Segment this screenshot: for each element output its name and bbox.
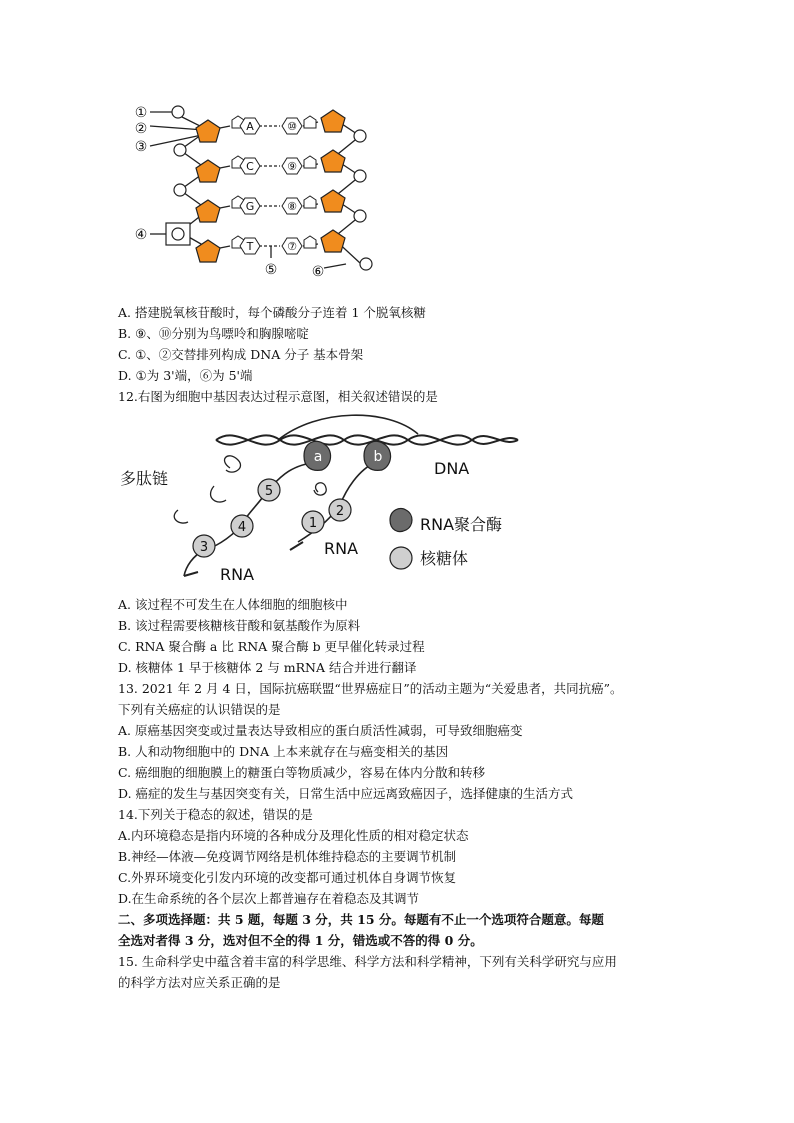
q11-option-a: A. 搭建脱氧核苷酸时，每个磷酸分子连着 1 个脱氧核糖 <box>118 305 426 320</box>
q11-option-c: C. ①、②交替排列构成 DNA 分子 基本骨架 <box>118 347 364 362</box>
section2-heading-line1: 二、多项选择题：共 5 题，每题 3 分，共 15 分。每题有不止一个选项符合题意。每题 <box>118 912 604 927</box>
legend-ribosome-label: 核糖体 <box>420 549 469 568</box>
q12-option-a: A. 该过程不可发生在人体细胞的细胞核中 <box>118 597 348 612</box>
q15-stem-line1: 15. 生命科学史中蕴含着丰富的科学思维、科学方法和科学精神，下列有关科学研究与应用 <box>118 954 617 969</box>
q11-option-b: B. ⑨、⑩分别为鸟嘌呤和胸腺嘧啶 <box>118 326 309 341</box>
q12-stem: 12.右图为细胞中基因表达过程示意图，相关叙述错误的是 <box>118 389 438 404</box>
q12-option-b: B. 该过程需要核糖核苷酸和氨基酸作为原料 <box>118 618 361 633</box>
base-label-right-3: ⑧ <box>287 200 297 213</box>
base-label-right-4: ⑦ <box>287 240 297 253</box>
polymerase-a-label: a <box>313 449 323 465</box>
ribosome-3-label: 3 <box>199 540 209 555</box>
q14-option-d: D.在生命系统的各个层次上都普遍存在着稳态及其调节 <box>118 891 420 906</box>
ribosome-1-label: 1 <box>308 516 318 531</box>
polymerase-b-label: b <box>373 449 383 465</box>
q12-option-c: C. RNA 聚合酶 a 比 RNA 聚合酶 b 更早催化转录过程 <box>118 639 425 654</box>
q12-option-d: D. 核糖体 1 早于核糖体 2 与 mRNA 结合并进行翻译 <box>118 660 417 675</box>
dna-label: DNA <box>434 459 470 478</box>
q14-stem: 14.下列关于稳态的叙述，错误的是 <box>118 807 313 822</box>
base-label-right-1: ⑩ <box>287 120 297 133</box>
q14-option-b: B.神经—体液—免疫调节网络是机体维持稳态的主要调节机制 <box>118 849 457 864</box>
callout-3: ③ <box>134 139 148 155</box>
base-label-left-4: T <box>246 240 254 253</box>
ribosome-2-label: 2 <box>335 504 345 519</box>
q14-option-c: C.外界环境变化引发内环境的改变都可通过机体自身调节恢复 <box>118 870 457 885</box>
gene-expression-figure <box>118 410 538 590</box>
base-label-left-3: G <box>245 200 255 213</box>
q13-stem-line2: 下列有关癌症的认识错误的是 <box>118 702 281 717</box>
q14-option-a: A.内环境稳态是指内环境的各种成分及理化性质的相对稳定状态 <box>118 828 469 843</box>
legend-polymerase-label: RNA聚合酶 <box>420 515 503 534</box>
base-label-left-2: C <box>246 160 254 173</box>
ribosome-4-label: 4 <box>237 520 247 535</box>
section2-heading-line2: 全选对者得 3 分，选对但不全的得 1 分，错选或不答的得 0 分。 <box>118 933 483 948</box>
q13-option-c: C. 癌细胞的细胞膜上的糖蛋白等物质减少，容易在体内分散和转移 <box>118 765 486 780</box>
callout-5: ⑤ <box>264 262 278 278</box>
callout-6: ⑥ <box>311 264 325 280</box>
base-label-left-1: A <box>246 120 254 133</box>
q15-stem-line2: 的科学方法对应关系正确的是 <box>118 975 281 990</box>
q13-option-a: A. 原癌基因突变或过量表达导致相应的蛋白质活性减弱，可导致细胞癌变 <box>118 723 523 738</box>
q11-option-d: D. ①为 3'端，⑥为 5'端 <box>118 368 253 383</box>
callout-1: ① <box>134 105 148 121</box>
q13-option-b: B. 人和动物细胞中的 DNA 上本来就存在与癌变相关的基因 <box>118 744 449 759</box>
polypeptide-label: 多肽链 <box>120 469 169 488</box>
q13-stem-line1: 13. 2021 年 2 月 4 日，国际抗癌联盟“世界癌症日”的活动主题为“关爱患者，共同抗癌”。 <box>118 681 623 696</box>
q13-option-d: D. 癌症的发生与基因突变有关，日常生活中应远离致癌因子，选择健康的生活方式 <box>118 786 574 801</box>
rna-label-left: RNA <box>220 565 255 584</box>
rna-label-right: RNA <box>324 539 359 558</box>
ribosome-5-label: 5 <box>264 484 274 499</box>
callout-4: ④ <box>134 227 148 243</box>
dna-structure-figure <box>128 98 388 288</box>
base-label-right-2: ⑨ <box>287 160 297 173</box>
callout-2: ② <box>134 121 148 137</box>
